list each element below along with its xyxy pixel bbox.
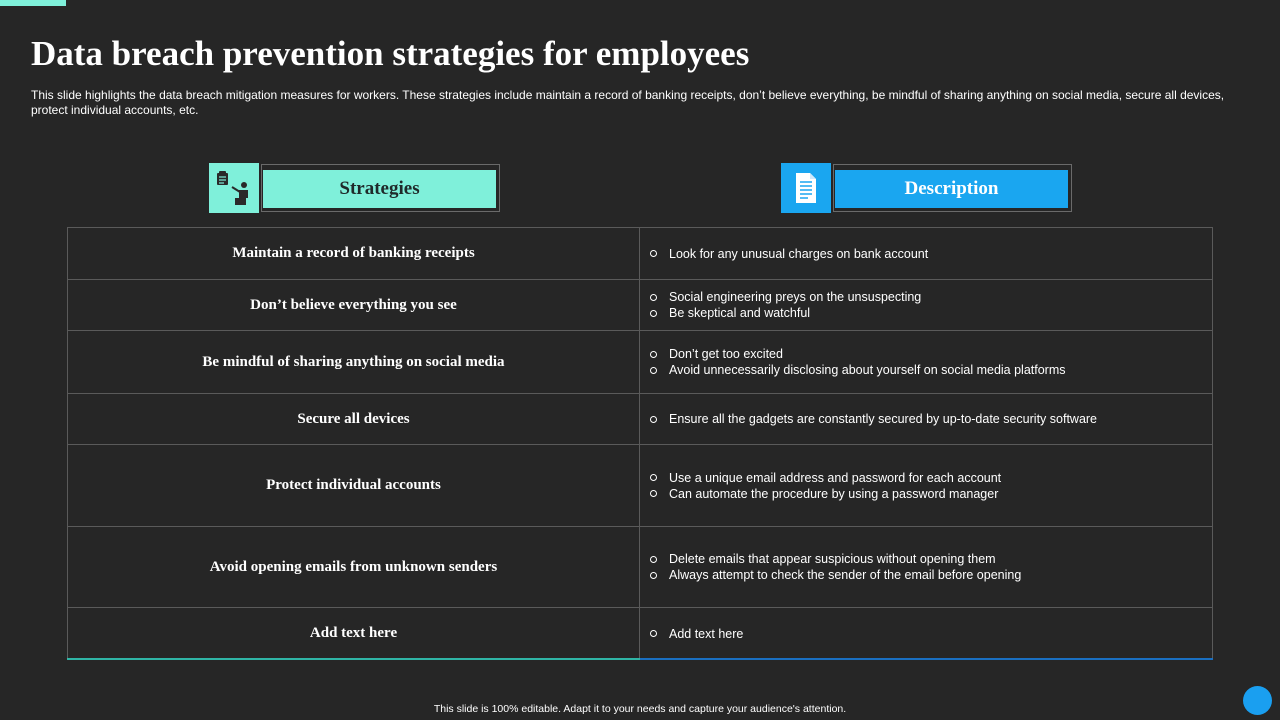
bullet-text: Always attempt to check the sender of the email before opening (669, 568, 1022, 582)
description-header-label: Description (835, 170, 1068, 208)
table-row (68, 608, 1212, 659)
bullet-item (650, 567, 1212, 583)
strategy-board-icon (209, 163, 259, 213)
strategy-cell: Protect individual accounts (68, 445, 640, 526)
strategy-cell: Maintain a record of banking receipts (68, 228, 640, 279)
bullet-circle-icon (650, 630, 657, 637)
description-cell (640, 527, 1212, 607)
bullet-item (650, 305, 1212, 321)
strategy-cell: Secure all devices (68, 394, 640, 444)
bullet-text: Social engineering preys on the unsuspecting (669, 290, 922, 304)
bullet-item (650, 470, 1212, 486)
bullet-item (650, 626, 1212, 642)
description-cell (640, 228, 1212, 279)
bullet-text: Look for any unusual charges on bank account (669, 246, 929, 261)
table-bottom-accent-right (640, 658, 1213, 660)
description-header (781, 163, 1074, 213)
bullet-circle-icon (650, 294, 657, 301)
page-subtitle: This slide highlights the data breach mitigation measures for workers. These strategies include maintain a record of banking receipts, don’t believe everything, be mindful of sharing anything on social media, secure all devices, protect individual accounts, etc. (31, 88, 1225, 117)
bullet-item (650, 362, 1212, 378)
bullet-item (650, 289, 1212, 305)
document-icon (781, 163, 831, 213)
bullet-item (650, 551, 1212, 567)
table-row (68, 394, 1212, 445)
bullet-text: Can automate the procedure by using a password manager (669, 486, 999, 501)
table-row (68, 228, 1212, 280)
bullet-text: Ensure all the gadgets are constantly secured by up-to-date security software (669, 412, 1098, 426)
page-title: Data breach prevention strategies for employees (31, 34, 750, 73)
bullet-item (650, 246, 1212, 262)
description-cell (640, 394, 1212, 444)
bullet-circle-icon (650, 572, 657, 579)
corner-decoration (1243, 686, 1272, 715)
description-cell (640, 445, 1212, 526)
table-bottom-accent-left (67, 658, 640, 660)
table-row (68, 527, 1212, 608)
strategies-header (209, 163, 502, 213)
table-row (68, 445, 1212, 527)
bullet-item (650, 411, 1212, 427)
bullet-circle-icon (650, 351, 657, 358)
bullet-circle-icon (650, 556, 657, 563)
footer-note: This slide is 100% editable. Adapt it to your needs and capture your audience's attention. (433, 703, 847, 715)
strategies-header-label: Strategies (263, 170, 496, 208)
bullet-text: Add text here (669, 626, 744, 641)
top-accent-bar (0, 0, 66, 6)
table-row (68, 331, 1212, 394)
strategy-cell: Add text here (68, 608, 640, 659)
bullet-circle-icon (650, 250, 657, 257)
bullet-text: Delete emails that appear suspicious without opening them (669, 552, 996, 566)
bullet-item (650, 346, 1212, 362)
bullet-circle-icon (650, 416, 657, 423)
bullet-item (650, 486, 1212, 502)
description-cell (640, 331, 1212, 393)
bullet-circle-icon (650, 474, 657, 481)
bullet-text: Avoid unnecessarily disclosing about yourself on social media platforms (669, 363, 1066, 377)
strategy-cell: Avoid opening emails from unknown senders (68, 527, 640, 607)
description-cell (640, 280, 1212, 330)
bullet-text: Use a unique email address and password for each account (669, 470, 1002, 485)
bullet-text: Don’t get too excited (669, 347, 783, 361)
bullet-circle-icon (650, 367, 657, 374)
bullet-circle-icon (650, 310, 657, 317)
strategy-cell: Be mindful of sharing anything on social media (68, 331, 640, 393)
description-cell (640, 608, 1212, 659)
table-row (68, 280, 1212, 331)
bullet-circle-icon (650, 490, 657, 497)
bullet-text: Be skeptical and watchful (669, 306, 811, 320)
strategies-table (67, 227, 1213, 659)
strategy-cell: Don’t believe everything you see (68, 280, 640, 330)
